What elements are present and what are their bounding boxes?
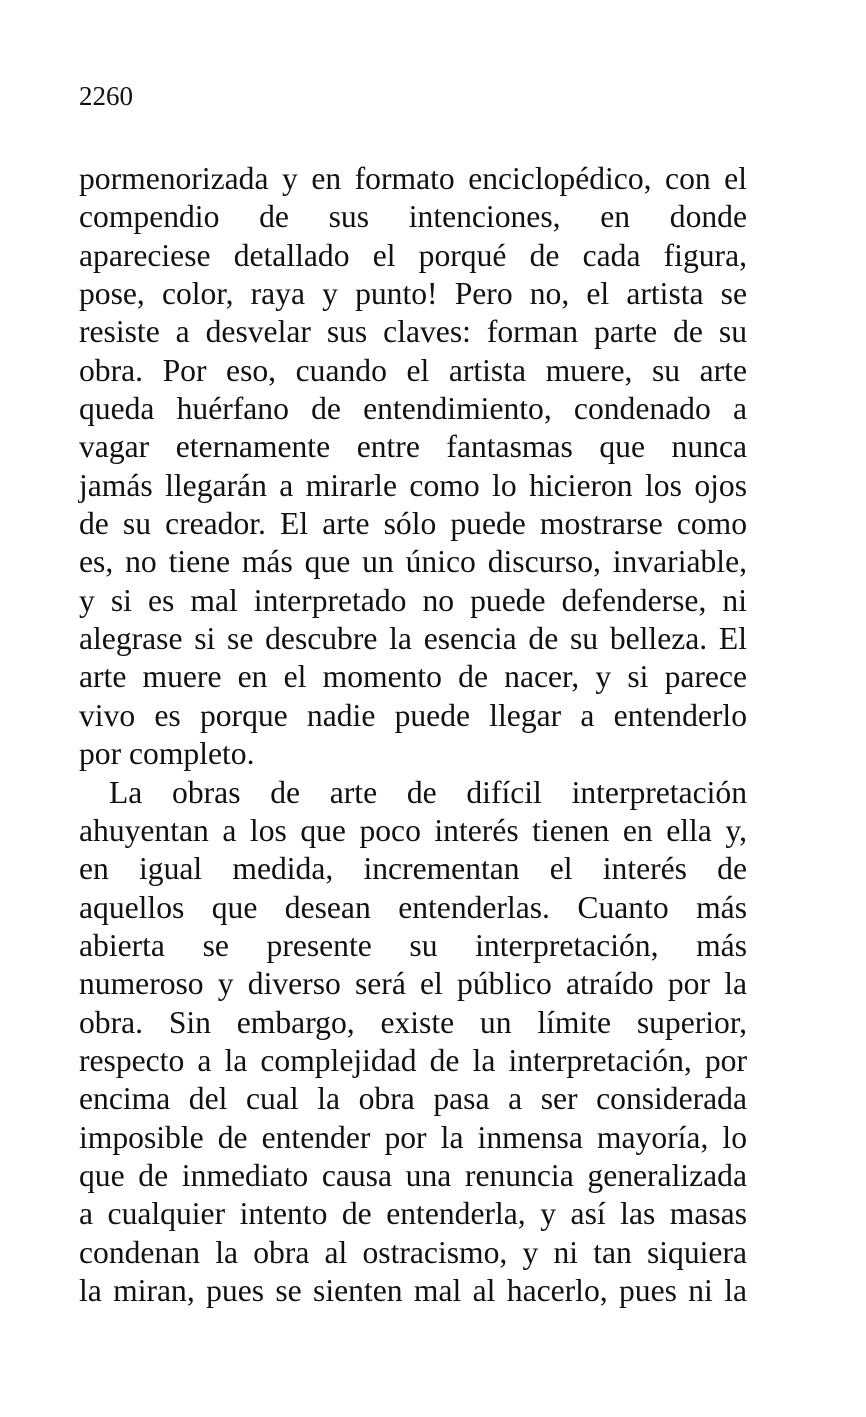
text-line: respecto a la complejidad de la interpretación, por <box>79 1042 747 1078</box>
text-line: obra. Por eso, cuando el artista muere, su arte <box>79 352 747 388</box>
text-line: compendio de sus intenciones, en donde <box>79 199 747 235</box>
text-line: por completo. <box>79 736 255 772</box>
text-line: La obras de arte de difícil interpretación <box>109 774 747 810</box>
text-line: y si es mal interpretado no puede defenderse, ni <box>79 582 747 618</box>
text-line: de su creador. El arte sólo puede mostrarse como <box>79 506 747 542</box>
text-line: que de inmediato causa una renuncia generalizada <box>79 1157 747 1193</box>
text-line: jamás llegarán a mirarle como lo hicieron los ojos <box>79 467 747 503</box>
text-line: queda huérfano de entendimiento, condenado a <box>79 391 747 427</box>
text-line: vagar eternamente entre fantasmas que nunca <box>79 429 747 465</box>
text-line: alegrase si se descubre la esencia de su belleza. El <box>79 621 747 657</box>
text-line: pormenorizada y en formato enciclopédico, con el <box>79 161 747 196</box>
text-line: a cualquier intento de entenderla, y así las masas <box>79 1196 747 1232</box>
text-line: encima del cual la obra pasa a ser considerada <box>79 1081 747 1117</box>
text-line: apareciese detallado el porqué de cada figura, <box>79 237 747 273</box>
text-line: numeroso y diverso será el público atraído por la <box>79 966 747 1002</box>
text-line: condenan la obra al ostracismo, y ni tan siquiera <box>79 1234 747 1270</box>
body-text <box>79 160 747 1310</box>
page-number: 2260 <box>79 81 133 111</box>
paragraph-1 <box>79 160 747 774</box>
paragraph-2 <box>79 774 747 1311</box>
text-line: imposible de entender por la inmensa mayoría, lo <box>79 1119 747 1155</box>
text-line: en igual medida, incrementan el interés de <box>79 851 747 887</box>
text-line: la miran, pues se sienten mal al hacerlo, pues ni la <box>79 1272 747 1308</box>
text-line: ahuyentan a los que poco interés tienen en ella y, <box>79 812 747 848</box>
text-line: arte muere en el momento de nacer, y si parece <box>79 659 747 695</box>
text-line: vivo es porque nadie puede llegar a entenderlo <box>79 697 747 733</box>
text-line: pose, color, raya y punto! Pero no, el artista se <box>79 276 747 312</box>
text-line: es, no tiene más que un único discurso, invariable, <box>79 544 747 580</box>
text-line: resiste a desvelar sus claves: forman parte de su <box>79 314 747 350</box>
text-line: obra. Sin embargo, existe un límite superior, <box>79 1004 747 1040</box>
text-line: aquellos que desean entenderlas. Cuanto más <box>79 889 747 925</box>
text-line: abierta se presente su interpretación, más <box>79 927 747 963</box>
